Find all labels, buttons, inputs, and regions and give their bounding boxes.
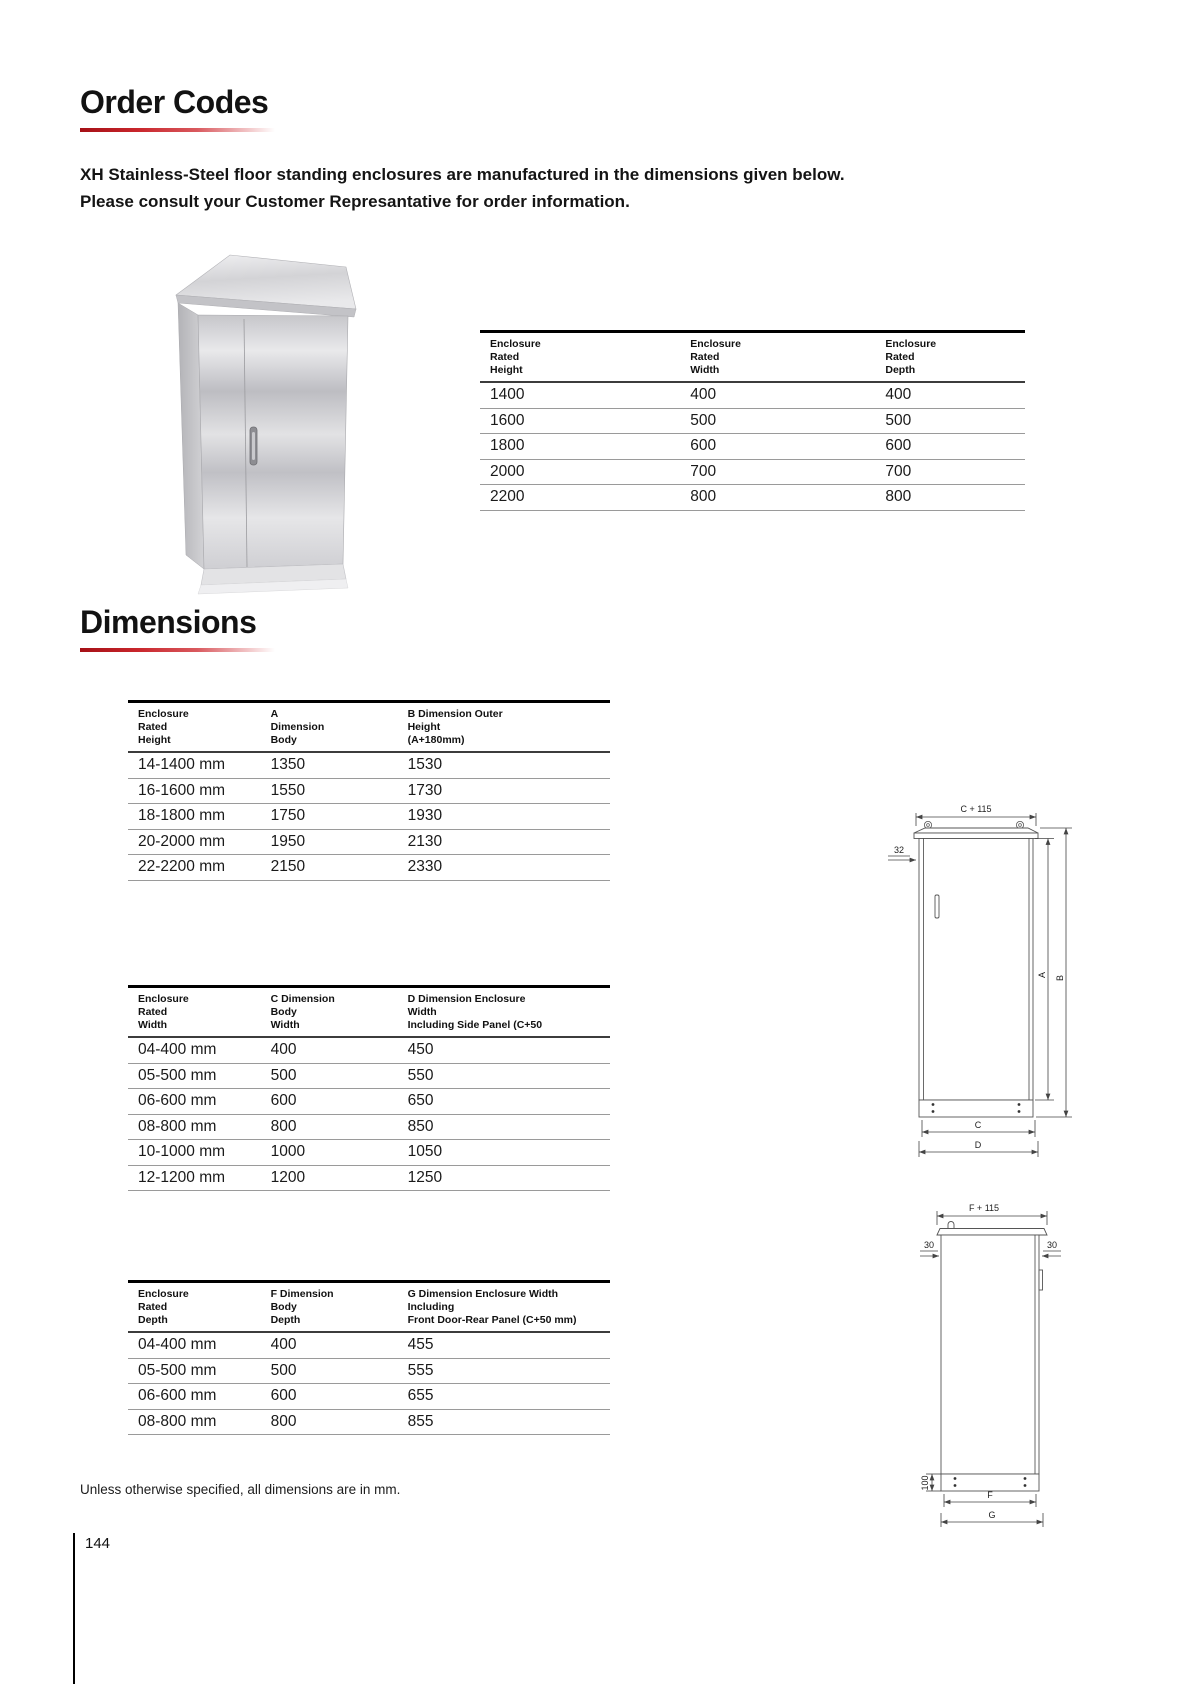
table-cell: 650 <box>398 1089 610 1115</box>
table-row <box>480 485 1025 511</box>
table-cell: 450 <box>398 1037 610 1063</box>
table-cell: 10-1000 mm <box>128 1140 261 1166</box>
title-accent-bar <box>80 128 275 132</box>
roof-band <box>914 833 1038 839</box>
table-cell: 400 <box>680 382 875 408</box>
plinth <box>941 1474 1039 1491</box>
table-cell: 1950 <box>261 829 398 855</box>
handle <box>935 895 939 918</box>
table-row <box>128 778 610 804</box>
table-cell: 700 <box>680 459 875 485</box>
order-codes-table <box>480 330 1025 511</box>
table-cell: 400 <box>875 382 1025 408</box>
table-row <box>128 1165 610 1191</box>
column-header: C Dimension Body Width <box>261 987 398 1038</box>
table-row <box>128 1114 610 1140</box>
table-cell: 400 <box>261 1037 398 1063</box>
width-dimensions-table <box>128 985 610 1191</box>
dimensions-title: Dimensions <box>80 604 257 640</box>
table-cell: 2330 <box>398 855 610 881</box>
table-cell: 855 <box>398 1409 610 1435</box>
dim-label-32: 32 <box>893 845 905 855</box>
table-cell: 1250 <box>398 1165 610 1191</box>
table-cell: 1600 <box>480 408 680 434</box>
table-cell: 455 <box>398 1332 610 1358</box>
table-cell: 800 <box>680 485 875 511</box>
table-cell: 16-1600 mm <box>128 778 261 804</box>
table-cell: 600 <box>261 1384 398 1410</box>
roof <box>914 828 1038 833</box>
table-cell: 14-1400 mm <box>128 752 261 778</box>
table-row <box>480 408 1025 434</box>
table-row <box>128 1358 610 1384</box>
table-cell: 06-600 mm <box>128 1384 261 1410</box>
dim-label-f-plus-115: F + 115 <box>968 1203 1000 1213</box>
depth-dimensions-table <box>128 1280 610 1435</box>
table-cell: 06-600 mm <box>128 1089 261 1115</box>
table-cell: 1200 <box>261 1165 398 1191</box>
table-cell: 500 <box>261 1358 398 1384</box>
column-header: G Dimension Enclosure Width Including Front Door-Rear Panel (C+50 mm) <box>398 1282 610 1333</box>
table-cell: 600 <box>261 1089 398 1115</box>
cabinet-body <box>919 839 1033 1101</box>
table-cell: 1000 <box>261 1140 398 1166</box>
table-cell: 800 <box>261 1409 398 1435</box>
dim-label-a: A <box>1037 971 1047 979</box>
intro-line-1: XH Stainless-Steel floor standing enclosures are manufactured in the dimensions given below. <box>80 165 845 184</box>
order-codes-title: Order Codes <box>80 84 269 120</box>
table-cell: 1730 <box>398 778 610 804</box>
dim-label-100: 100 <box>920 1475 930 1491</box>
table-cell: 500 <box>680 408 875 434</box>
plinth <box>919 1100 1033 1117</box>
table-cell: 2150 <box>261 855 398 881</box>
enclosure-photo <box>168 237 400 595</box>
table-cell: 20-2000 mm <box>128 829 261 855</box>
column-header: Enclosure Rated Height <box>480 332 680 383</box>
title-accent-bar <box>80 648 275 652</box>
column-header: D Dimension Enclosure Width Including Side Panel (C+50 <box>398 987 610 1038</box>
table-cell: 1550 <box>261 778 398 804</box>
intro-text <box>80 166 875 221</box>
table-cell: 22-2200 mm <box>128 855 261 881</box>
eyebolt-icon <box>948 1222 954 1229</box>
table-cell: 12-1200 mm <box>128 1165 261 1191</box>
dim-label-c: C <box>974 1120 982 1130</box>
column-header: Enclosure Rated Height <box>128 702 261 753</box>
eyebolt-icon <box>1016 821 1023 828</box>
table-row <box>480 459 1025 485</box>
table-cell: 500 <box>261 1063 398 1089</box>
side-view-drawing <box>880 1195 1080 1540</box>
table-cell: 655 <box>398 1384 610 1410</box>
table-row <box>128 1384 610 1410</box>
dim-label-b: B <box>1055 974 1065 982</box>
column-header: B Dimension Outer Height (A+180mm) <box>398 702 610 753</box>
column-header: Enclosure Rated Depth <box>875 332 1025 383</box>
table-cell: 500 <box>875 408 1025 434</box>
table-cell: 550 <box>398 1063 610 1089</box>
intro-line-2: Please consult your Customer Represantative for order information. <box>80 192 630 212</box>
dim-label-30-left: 30 <box>923 1240 935 1250</box>
dim-label-f: F <box>987 1490 993 1500</box>
table-row <box>128 1063 610 1089</box>
table-cell: 08-800 mm <box>128 1114 261 1140</box>
footer-rule <box>73 1533 75 1684</box>
table-row <box>480 382 1025 408</box>
table-cell: 1050 <box>398 1140 610 1166</box>
column-header: Enclosure Rated Depth <box>128 1282 261 1333</box>
table-cell: 1530 <box>398 752 610 778</box>
table-row <box>480 434 1025 460</box>
table-cell: 05-500 mm <box>128 1063 261 1089</box>
cabinet-body-side <box>941 1235 1039 1474</box>
cabinet-front-door <box>198 315 348 569</box>
table-row <box>128 829 610 855</box>
dimensions-note: Unless otherwise specified, all dimensions are in mm. <box>80 1482 401 1497</box>
table-cell: 800 <box>875 485 1025 511</box>
height-dimensions-table <box>128 700 610 881</box>
table-row <box>128 1332 610 1358</box>
handle <box>1039 1270 1043 1290</box>
table-cell: 2000 <box>480 459 680 485</box>
table-cell: 600 <box>680 434 875 460</box>
table-cell: 08-800 mm <box>128 1409 261 1435</box>
table-cell: 05-500 mm <box>128 1358 261 1384</box>
table-cell: 2130 <box>398 829 610 855</box>
roof <box>937 1229 1047 1236</box>
column-header: F Dimension Body Depth <box>261 1282 398 1333</box>
table-cell: 1400 <box>480 382 680 408</box>
dim-label-30-right: 30 <box>1046 1240 1058 1250</box>
column-header: Enclosure Rated Width <box>128 987 261 1038</box>
dim-label-c-plus-115: C + 115 <box>960 804 992 814</box>
table-cell: 850 <box>398 1114 610 1140</box>
table-cell: 555 <box>398 1358 610 1384</box>
front-view-drawing <box>880 800 1080 1165</box>
table-cell: 2200 <box>480 485 680 511</box>
dim-label-d: D <box>974 1140 982 1150</box>
dim-label-g: G <box>988 1510 996 1520</box>
door-handle-highlight <box>252 432 255 460</box>
table-cell: 18-1800 mm <box>128 804 261 830</box>
column-header: A Dimension Body <box>261 702 398 753</box>
table-cell: 04-400 mm <box>128 1332 261 1358</box>
table-cell: 700 <box>875 459 1025 485</box>
table-row <box>128 804 610 830</box>
table-cell: 1800 <box>480 434 680 460</box>
table-cell: 400 <box>261 1332 398 1358</box>
table-cell: 1930 <box>398 804 610 830</box>
table-row <box>128 1409 610 1435</box>
table-row <box>128 752 610 778</box>
column-header: Enclosure Rated Width <box>680 332 875 383</box>
eyebolt-icon <box>924 821 931 828</box>
table-cell: 04-400 mm <box>128 1037 261 1063</box>
table-row <box>128 1037 610 1063</box>
table-cell: 1750 <box>261 804 398 830</box>
table-row <box>128 855 610 881</box>
table-row <box>128 1089 610 1115</box>
page-number: 144 <box>85 1535 111 1552</box>
table-cell: 1350 <box>261 752 398 778</box>
table-cell: 800 <box>261 1114 398 1140</box>
table-cell: 600 <box>875 434 1025 460</box>
table-row <box>128 1140 610 1166</box>
